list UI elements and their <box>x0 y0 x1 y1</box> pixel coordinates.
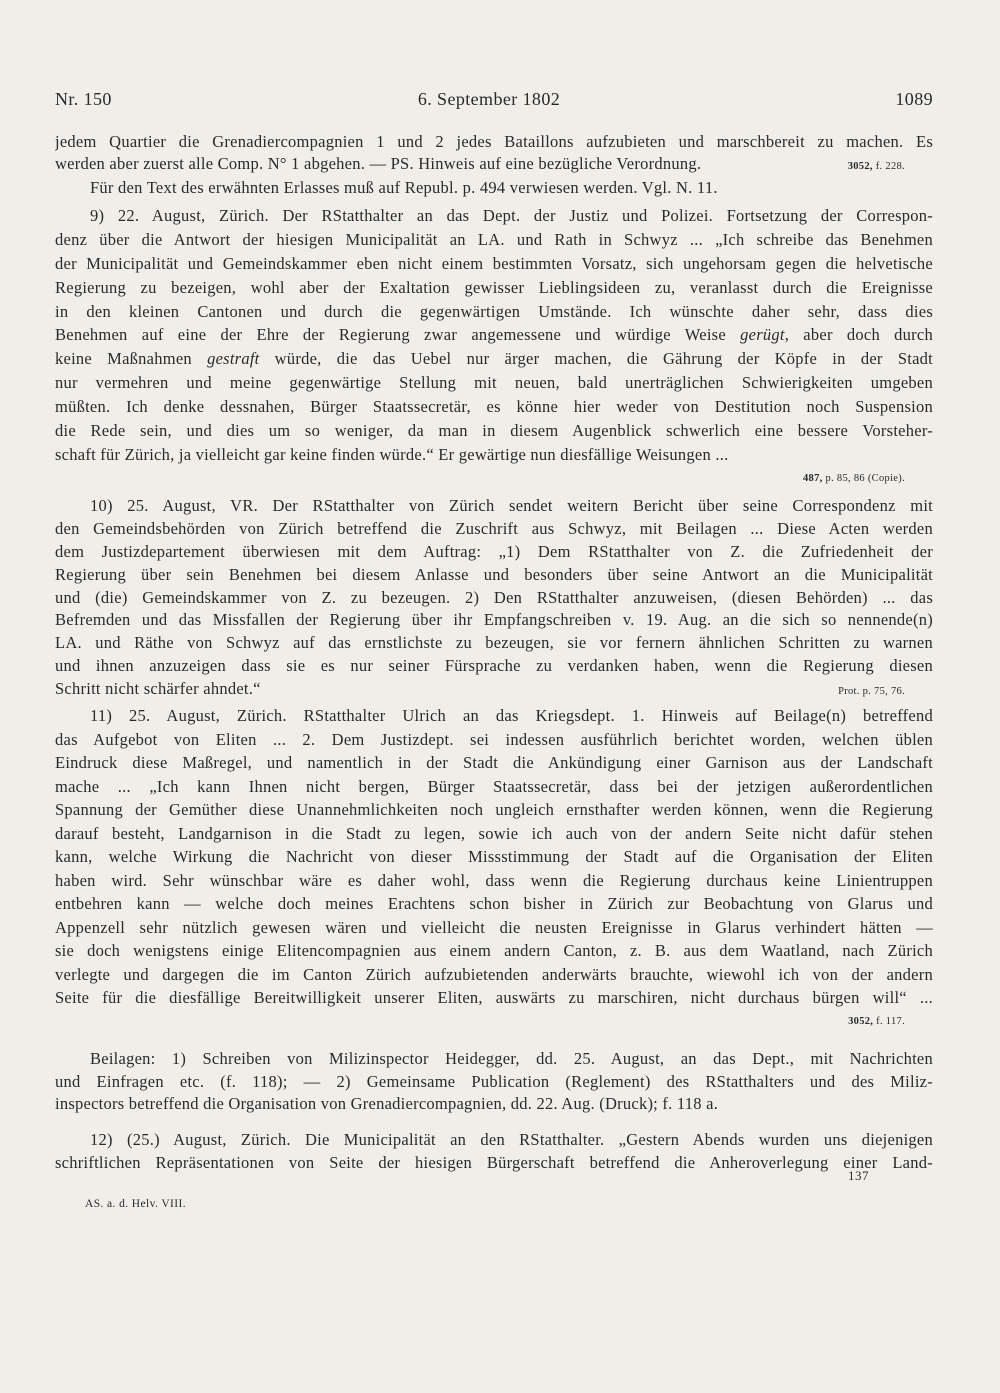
entry-11 <box>55 704 933 1027</box>
text-line: entbehren kann — welche doch meines Erachtens schon bisher in Zürich zur Beobachtung von Glarus und <box>55 894 933 913</box>
ref-number: 3052, <box>847 161 873 172</box>
text-line <box>55 347 933 371</box>
emphasis: gestraft <box>207 349 260 369</box>
source-reference <box>803 473 905 484</box>
source-reference: Prot. p. 75, 76. <box>838 686 905 698</box>
ref-number: 3052, <box>848 1015 874 1027</box>
text-line: inspectors betreffend die Organisation von Grenadiercompagnien, dd. 22. Aug. (Druck); f. 118 a. <box>55 1094 719 1113</box>
text-line: Spannung der Gemüther diese Unannehmlichkeiten noch ungleich ernsthafter werden können, wenn die Regierung <box>55 800 933 819</box>
text-line: der Municipalität und Gemeindskammer eben nicht einem bestimmten Vorsatz, sich ungehorsam gegen die helvetische <box>55 253 933 273</box>
text-segment: Benehmen auf eine der Ehre der Regierung zwar angemessene und würdige Weise <box>55 325 741 345</box>
text-line: sie doch wenigstens einige Elitencompagnien aus einem andern Canton, z. B. aus dem Waatland, nach Zürich <box>55 941 933 960</box>
text-line: Regierung über sein Benehmen bei diesem Anlasse und besonders über seine Antwort an die Municipalität <box>55 564 933 584</box>
ref-location: p. 85, 86 (Copie). <box>825 472 905 484</box>
text-line: LA. und Räthe von Schwyz auf das ernstlichste zu bezeugen, sie vor fernern ähnlichen Schritten zu warnen <box>55 633 933 653</box>
text-line: Für den Text des erwähnten Erlasses muß auf Republ. p. 494 verwiesen werden. Vgl. N. 11. <box>90 178 718 197</box>
text-line: denz über die Antwort der hiesigen Municipalität an LA. und Rath in Schwyz ... „Ich schreibe das Benehmen <box>55 229 933 249</box>
text-line-with-reference <box>55 678 933 701</box>
signature-folio: 137 <box>848 1168 869 1183</box>
text-line: jedem Quartier die Grenadiercompagnien 1 und 2 jedes Bataillons aufzubieten und marschbereit zu machen. Es <box>55 132 933 151</box>
text-line: haben wird. Sehr wünschbar wäre es daher wohl, dass wenn die Regierung durchaus keine Linientruppen <box>55 870 933 890</box>
text-segment: , aber doch durch <box>784 325 933 345</box>
text-line: 10) 25. August, VR. Der RStatthalter von Zürich sendet weitern Bericht über seine Correspondenz mit <box>90 496 933 515</box>
text-line: nur vermehren und meine gegenwärtige Stellung mit neuen, bald unerträglichen Schwierigkeiten umgeben <box>55 373 933 393</box>
text-line: kann, welche Wirkung die Nachricht von dieser Missstimmung der Stadt auf die Organisation der Eliten <box>55 847 933 866</box>
text-line <box>55 323 933 347</box>
text-line: das Aufgebot von Eliten ... 2. Dem Justizdept. sei indessen ausführlich berichtet worden, welchen üblen <box>55 729 933 749</box>
source-reference <box>848 1016 905 1027</box>
text-line: schriftlichen Repräsentationen von Seite der hiesigen Bürgerschaft betreffend die Anheroverlegung einer Land- <box>55 1153 933 1172</box>
running-header <box>55 86 933 112</box>
text-line: Beilagen: 1) Schreiben von Milizinspector Heidegger, dd. 25. August, an das Dept., mit Nachrichten <box>90 1049 933 1068</box>
text-line: Regierung zu bezeigen, wohl aber der Exaltation gewisser Lieblingsideen zu, veranlasst durch die Ereignisse <box>55 277 933 297</box>
source-reference-line <box>55 1010 933 1027</box>
document-number: Nr. 150 <box>55 89 112 109</box>
source-reference <box>848 156 905 175</box>
text-line: 11) 25. August, Zürich. RStatthalter Ulrich an das Kriegsdept. 1. Hinweis auf Beilage(n) betreffend <box>90 706 933 725</box>
ref-location: f. 117. <box>876 1015 905 1027</box>
entry-10 <box>55 495 933 701</box>
text-line: dem Justizdepartement überwiesen mit dem Auftrag: „1) Dem RStatthalter von Z. die Zufriedenheit der <box>55 541 933 561</box>
text-line: 12) (25.) August, Zürich. Die Municipalität an den RStatthalter. „Gestern Abends wurden uns diejenigen <box>90 1130 933 1149</box>
text-line: Schritt nicht schärfer ahndet.“ <box>55 679 261 699</box>
text-line: müßten. Ich denke dessnahen, Bürger Staatssecretär, es könne hier weder von Destitution noch Suspension <box>55 397 933 417</box>
text-segment: keine Maßnahmen <box>55 349 208 369</box>
text-line: und Einfragen etc. (f. 118); — 2) Gemeinsame Publication (Reglement) des RStatthalters und des Miliz- <box>55 1071 933 1091</box>
page-number: 1089 <box>895 89 933 109</box>
text-segment: würde, die das Uebel nur ärger machen, die Gährung der Köpfe in der Stadt <box>259 349 933 369</box>
ref-number: 487, <box>803 472 823 484</box>
text-line: den Gemeindsbehörden von Zürich betreffend die Zuschrift aus Schwyz, mit Beilagen ... Diese Acten werden <box>55 518 933 538</box>
text-line: schaft für Zürich, ja vielleicht gar keine finden würde.“ Er gewärtige nun diesfällige Weisungen ... <box>55 444 729 464</box>
text-line: Befremden und das Missfallen der Regierung über ihr Empfangschreiben v. 19. Aug. an die sich so nennende(n) <box>55 610 933 630</box>
text-line: und (die) Gemeindskammer von Z. zu bezeugen. 2) Den RStatthalter anzuweisen, (diesen Behörden) ... das <box>55 587 933 607</box>
entry-12 <box>55 1128 933 1174</box>
header-date: 6. September 1802 <box>417 89 561 109</box>
text-line: in den kleinen Cantonen und durch die gegenwärtigen Umstände. Ich wünschte daher sehr, dass dies <box>55 301 933 321</box>
text-line-with-reference <box>55 153 933 175</box>
text-line: die Rede sein, und dies um so weniger, da man in diesem Augenblick schwerlich eine bessere Vorsteher- <box>55 421 933 441</box>
text-line: und ihnen anzuzeigen dass sie es nur seiner Fürsprache zu verdanken haben, wenn die Regierung diesen <box>55 656 933 676</box>
text-line: Eindruck diese Maßregel, und namentlich in der Stadt die Ankündigung einer Garnison aus der Landschaft <box>55 753 933 772</box>
editorial-note <box>55 177 933 199</box>
text-line: Appenzell sehr nützlich gewesen wären und vielleicht die neusten Ereignisse in Glarus verhindert hätten — <box>55 917 933 937</box>
text-line: mache ... „Ich kann Ihnen nicht bergen, Bürger Staatssecretär, dass bei der jetzigen außerordentlichen <box>55 776 933 796</box>
ref-location: f. 228. <box>875 161 905 172</box>
entry-9 <box>55 204 933 484</box>
paragraph-continuation <box>55 131 933 175</box>
source-reference-line <box>55 467 933 484</box>
text-line: werden aber zuerst alle Comp. N° 1 abgehen. — PS. Hinweis auf eine bezügliche Verordnung. <box>55 154 702 173</box>
text-line: 9) 22. August, Zürich. Der RStatthalter an das Dept. der Justiz und Polizei. Fortsetzung der Correspon- <box>90 206 933 225</box>
attachments-paragraph <box>55 1048 933 1116</box>
emphasis: gerügt <box>740 325 785 345</box>
text-line: verlegte und dargegen die im Canton Zürich aufzubietenden anderwärts brauchte, wiewohl ich von der andern <box>55 964 933 984</box>
text-line: Seite für die diesfällige Bereitwilligkeit unserer Eliten, auswärts zu marschiren, nicht durchaus bürgen will“ ... <box>55 988 933 1007</box>
text-line: darauf besteht, Landgarnison in die Stadt zu legen, sowie ich auch von der andern Seite nicht dafür stehen <box>55 823 933 843</box>
collection-signature: AS. a. d. Helv. VIII. <box>85 1198 187 1210</box>
